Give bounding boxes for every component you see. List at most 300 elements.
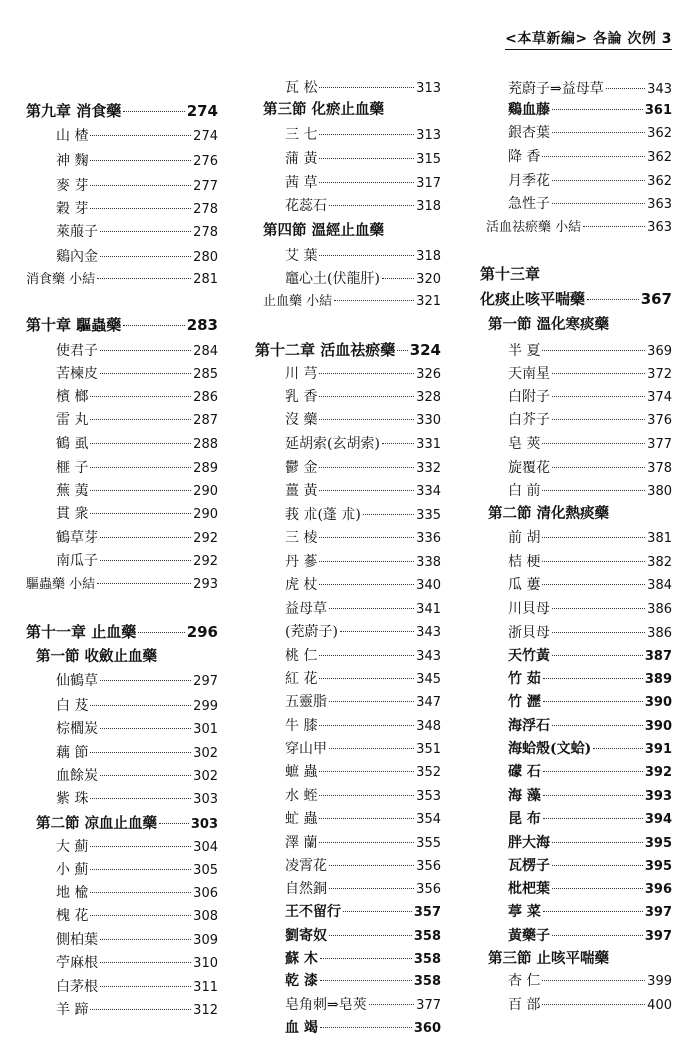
page-number: 336 [416,531,441,546]
dot-leader [334,300,414,301]
dot-leader [90,915,191,916]
page-number: 311 [193,980,218,995]
toc-entry [508,763,672,782]
dot-leader [319,467,414,468]
dot-leader [397,350,407,351]
toc-entry [285,411,441,430]
toc-entry [56,1001,218,1020]
toc-summary [26,271,218,289]
toc-entry [285,270,441,289]
dot-leader [90,752,191,753]
dot-leader [97,583,191,584]
dot-leader [319,771,414,772]
entry-title: 麥 芽 [56,178,89,194]
entry-title: 貫 衆 [56,506,89,522]
entry-title: 白 芨 [56,698,89,714]
entry-title: 皂 莢 [508,436,541,452]
entry-title: 月季花 [508,173,550,189]
entry-title: 五靈脂 [285,694,327,710]
entry-title: 急性子 [508,196,550,212]
page-number: 277 [193,179,218,194]
dot-leader [543,771,643,772]
page-number: 374 [647,390,672,405]
page-number: 305 [193,863,218,878]
page-number: 378 [647,461,672,476]
dot-leader [329,608,414,609]
entry-title: 竹 瀝 [508,694,541,710]
entry-title: 第三節 化瘀止血藥 [263,101,385,118]
page-number: 303 [190,817,218,832]
dot-leader [552,655,643,656]
entry-title: 消食藥 小結 [26,272,96,287]
toc-entry [508,624,672,643]
entry-title: 丹 蔘 [285,554,318,570]
toc-entry [285,435,441,454]
page-number: 382 [647,555,672,570]
entry-title: 虻 蟲 [285,811,318,827]
entry-title: 杏 仁 [508,973,541,989]
dot-leader [138,632,184,633]
entry-title: 茜 草 [285,175,318,191]
toc-entry [508,972,672,991]
toc-entry [508,195,672,214]
page-number: 380 [647,484,672,499]
page-number: 312 [193,1003,218,1018]
page-number: 395 [644,859,672,874]
entry-title: 南瓜子 [56,553,98,569]
toc-entry [508,787,672,806]
page-header: <本草新編> 各論 次例 3 [505,28,672,50]
page-number: 326 [416,367,441,382]
page-number: 387 [644,649,672,664]
dot-leader [90,798,191,799]
page-number: 302 [193,769,218,784]
toc-section [488,316,609,334]
dot-leader [587,299,639,300]
toc-entry [285,670,441,689]
toc-entry [285,197,441,216]
toc-entry [285,388,441,407]
page-number: 299 [193,699,218,714]
entry-title: 紅 花 [285,671,318,687]
toc-entry [285,247,441,266]
dot-leader [320,980,412,981]
entry-title: 白 前 [508,483,541,499]
entry-title: 化痰止咳平喘藥 [480,290,586,308]
entry-title: 枇杷葉 [508,881,550,897]
entry-title: 牛 膝 [285,718,318,734]
dot-leader [90,467,191,468]
entry-title: 使君子 [56,343,98,359]
toc-entry [285,553,441,572]
toc-entry [56,697,218,716]
entry-title: 榧 子 [56,460,89,476]
entry-title: 白茅根 [56,979,98,995]
dot-leader [593,748,643,749]
dot-leader [90,892,191,893]
entry-title: 大 薊 [56,839,89,855]
entry-title: 山 楂 [56,128,89,144]
dot-leader [319,182,414,183]
toc-entry [285,150,441,169]
entry-title: 自然銅 [285,881,327,897]
entry-title: 劉寄奴 [285,928,327,944]
entry-title: 止血藥 小結 [263,294,333,309]
entry-title: 瓦楞子 [508,858,550,874]
dot-leader [319,255,414,256]
entry-title: 第二節 凉血止血藥 [36,815,158,832]
dot-leader [542,156,645,157]
toc-entry [56,552,218,571]
dot-leader [552,109,643,110]
entry-title: 第二節 清化熱痰藥 [488,505,610,522]
toc-entry [508,600,672,619]
toc-entry [56,482,218,501]
dot-leader [369,1004,414,1005]
page-number: 345 [416,672,441,687]
entry-title: 沒 藥 [285,412,318,428]
entry-title: 羊 蹄 [56,1002,89,1018]
entry-title: 銀杏葉 [508,125,550,141]
toc-entry [285,740,441,759]
page-number: 310 [193,956,218,971]
entry-title: 花蕊石 [285,198,327,214]
entry-title: 地 楡 [56,885,89,901]
toc-entry [285,787,441,806]
page-number: 358 [413,929,441,944]
entry-title: 第十一章 止血藥 [26,623,137,641]
page-number: 390 [644,719,672,734]
dot-leader [363,514,414,515]
dot-leader [542,537,645,538]
dot-leader [552,935,643,936]
dot-leader [552,180,645,181]
page-number: 367 [640,290,672,308]
dot-leader [319,158,414,159]
dot-leader [90,135,191,136]
entry-title: 白附子 [508,389,550,405]
dot-leader [542,1004,645,1005]
toc-entry [56,884,218,903]
dot-leader [97,278,191,279]
toc-entry [285,834,441,853]
toc-entry [508,693,672,712]
dot-leader [100,231,191,232]
entry-title: 藕 節 [56,745,89,761]
dot-leader [100,537,191,538]
entry-title: 蒲 黃 [285,151,318,167]
toc-entry [285,126,441,145]
toc-entry [508,482,672,501]
page-number: 331 [416,437,441,452]
dot-leader [123,111,184,112]
dot-leader [319,678,414,679]
entry-title: 澤 蘭 [285,835,318,851]
dot-leader [543,701,643,702]
toc-section [36,815,218,834]
page-number: 400 [647,998,672,1013]
toc-entry [285,600,441,619]
page-number: 290 [193,507,218,522]
dot-leader [543,795,643,796]
toc-entry [56,459,218,478]
page-number: 341 [416,602,441,617]
dot-leader [329,865,414,866]
page-number: 357 [413,905,441,920]
toc-entry [508,342,672,361]
dot-leader [329,888,414,889]
entry-title: 瓜 蔞 [508,577,541,593]
page-number: 321 [416,294,441,309]
dot-leader [100,256,191,257]
dot-leader [159,823,189,824]
entry-title: 瓦 松 [285,80,318,96]
toc-entry [508,124,672,143]
toc-entry [56,127,218,146]
page-number: 381 [647,531,672,546]
toc-entry [56,790,218,809]
entry-title: 苧麻根 [56,955,98,971]
toc-entry [508,903,672,922]
dot-leader [90,490,191,491]
page-number: 289 [193,461,218,476]
page-number: 396 [644,882,672,897]
toc-entry [56,342,218,361]
dot-leader [329,935,412,936]
page-number: 293 [193,577,218,592]
entry-title: 胖大海 [508,835,550,851]
dot-leader [319,87,414,88]
page-number: 343 [416,625,441,640]
toc-entry [56,861,218,880]
toc-entry [508,810,672,829]
page-number: 308 [193,909,218,924]
dot-leader [552,419,645,420]
entry-title: 神 麴 [56,153,89,169]
dot-leader [606,88,645,89]
toc-entry [56,223,218,242]
page-number: 340 [416,578,441,593]
toc-entry [285,529,441,548]
page-number: 278 [193,225,218,240]
toc-entry [56,672,218,691]
dot-leader [329,748,414,749]
entry-title: 川貝母 [508,601,550,617]
page-number: 395 [644,836,672,851]
dot-leader [552,632,645,633]
toc-entry [285,857,441,876]
page-number: 296 [186,623,218,641]
dot-leader [343,911,412,912]
toc-entry [508,576,672,595]
entry-title: 蟅 蟲 [285,764,318,780]
toc-entry [508,834,672,853]
dot-leader [382,443,414,444]
dot-leader [583,226,645,227]
dot-leader [90,396,191,397]
page-number: 290 [193,484,218,499]
entry-title: 穿山甲 [285,741,327,757]
entry-title: 旋覆花 [508,460,550,476]
page-number: 306 [193,886,218,901]
page-number: 353 [416,789,441,804]
toc-entry [56,978,218,997]
toc-entry [508,670,672,689]
page-number: 335 [416,508,441,523]
entry-title: 活血祛瘀藥 小結 [486,220,582,235]
entry-title: 雷 丸 [56,412,89,428]
entry-title: 百 部 [508,997,541,1013]
entry-title: 槐 花 [56,908,89,924]
toc-chapter [255,341,441,359]
toc-section [488,950,609,968]
toc-entry [508,365,672,384]
page-number: 386 [647,626,672,641]
entry-title: 虎 杖 [285,577,318,593]
toc-entry [285,903,441,922]
page-number: 362 [647,150,672,165]
entry-title: 側柏葉 [56,932,98,948]
entry-title: 薑 黃 [285,483,318,499]
page-number: 278 [193,202,218,217]
page-number: 347 [416,695,441,710]
toc-entry [285,880,441,899]
entry-title: 水 蛭 [285,788,318,804]
entry-title: 天竹黃 [508,648,550,664]
toc-entry [56,200,218,219]
page-number: 369 [647,344,672,359]
entry-title: 棕櫚炭 [56,721,98,737]
entry-title: 鬱 金 [285,460,318,476]
page-number: 361 [644,103,672,118]
dot-leader [320,1027,412,1028]
toc-entry [508,459,672,478]
entry-title: 鶴 虱 [56,436,89,452]
entry-title: 海 藻 [508,788,541,804]
toc-entry [56,248,218,267]
dot-leader [543,818,643,819]
page-number: 393 [644,789,672,804]
page-number: 352 [416,765,441,780]
page-number: 384 [647,578,672,593]
dot-leader [90,513,191,514]
dot-leader [543,911,643,912]
dot-leader [319,419,414,420]
entry-title: 半 夏 [508,343,541,359]
entry-title: 驅蟲藥 小結 [26,577,96,592]
page-number: 358 [413,974,441,989]
dot-leader [542,584,645,585]
dot-leader [552,373,645,374]
entry-title: 第四節 溫經止血藥 [263,222,385,239]
page-number: 317 [416,176,441,191]
toc-entry [285,950,441,969]
entry-title: 凌霄花 [285,858,327,874]
dot-leader [552,396,645,397]
dot-leader [100,962,191,963]
page-number: 318 [416,199,441,214]
dot-leader [319,373,414,374]
entry-title: 第一節 溫化寒痰藥 [488,316,610,333]
entry-title: 第十三章 [480,265,541,283]
entry-title: 白芥子 [508,412,550,428]
toc-entry [285,365,441,384]
dot-leader [319,490,414,491]
dot-leader [90,705,191,706]
dot-leader [319,561,414,562]
page-number: 280 [193,250,218,265]
entry-title: 昆 布 [508,811,541,827]
dot-leader [100,350,191,351]
dot-leader [90,846,191,847]
entry-title: 前 胡 [508,530,541,546]
toc-entry [56,505,218,524]
page-number: 355 [416,836,441,851]
page-number: 324 [409,341,441,359]
dot-leader [542,350,645,351]
toc-entry [508,101,672,120]
toc-entry [56,365,218,384]
entry-title: 鷄內金 [56,249,98,265]
toc-entry [508,857,672,876]
toc-entry [508,880,672,899]
dot-leader [319,584,414,585]
dot-leader [382,278,414,279]
toc-summary [26,576,218,594]
page-number: 292 [193,531,218,546]
toc-section [263,222,384,240]
toc-entry [508,411,672,430]
dot-leader [319,537,414,538]
entry-title: 三 棱 [285,530,318,546]
page-number: 390 [644,695,672,710]
entry-title: 礞 石 [508,764,541,780]
toc-entry [56,838,218,857]
page-number: 334 [416,484,441,499]
toc-section [36,648,157,666]
page-number: 394 [644,812,672,827]
page-number: 356 [416,859,441,874]
page-number: 304 [193,840,218,855]
entry-title: 降 香 [508,149,541,165]
dot-leader [90,869,191,870]
entry-title: 浙貝母 [508,625,550,641]
entry-title: 茺蔚子⇒益母草 [508,81,604,97]
page-number: 283 [186,316,218,334]
entry-title: 血餘炭 [56,768,98,784]
dot-leader [319,795,414,796]
page-number: 338 [416,555,441,570]
dot-leader [340,631,414,632]
page-number: 320 [416,272,441,287]
entry-title: 鷄血藤 [508,102,550,118]
toc-entry [285,996,441,1015]
toc-entry [508,148,672,167]
toc-entry [508,553,672,572]
dot-leader [90,160,191,161]
entry-title: 仙鶴草 [56,673,98,689]
page-number: 392 [644,765,672,780]
entry-title: 天南星 [508,366,550,382]
toc-entry [508,647,672,666]
toc-entry [285,482,441,501]
dot-leader [552,888,643,889]
entry-title: 竈心土(伏龍肝) [285,271,380,287]
page-number: 274 [186,102,218,120]
page-number: 281 [193,272,218,287]
dot-leader [542,561,645,562]
entry-title: 海蛤殼(文蛤) [508,741,592,757]
